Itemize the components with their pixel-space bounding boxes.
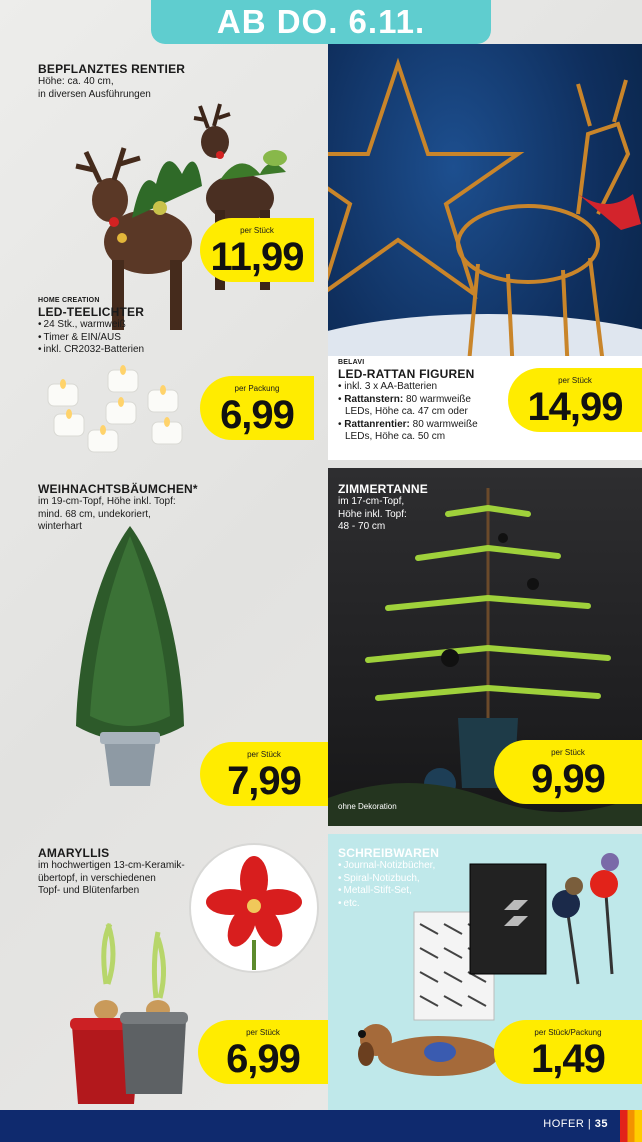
rattan-title: LED-RATTAN FIGUREN xyxy=(338,367,475,381)
rentier-title: BEPFLANZTES RENTIER xyxy=(38,62,186,76)
schreibwaren-bullet: • Journal-Notizbücher, xyxy=(338,860,478,873)
schreibwaren-bullet: • Metall-Stift-Set, xyxy=(338,885,478,898)
panel-zimmertanne xyxy=(328,468,642,826)
rattan-price-unit: per Stück xyxy=(558,376,592,385)
amaryllis-price-badge xyxy=(198,1020,328,1084)
rattan-bullet-2-line2: LEDs, Höhe ca. 47 cm oder xyxy=(345,406,468,417)
footer-brand: HOFER xyxy=(543,1118,585,1130)
amaryllis-flower-image xyxy=(186,840,322,976)
panel-amaryllis xyxy=(0,834,328,1110)
zimmertanne-desc-3: 48 - 70 cm xyxy=(338,521,386,532)
panel-schreibwaren xyxy=(328,834,642,1110)
footer-page-number: 35 xyxy=(594,1118,608,1130)
amaryllis-desc-1: im hochwertigen 13-cm-Keramik- xyxy=(38,860,185,871)
schreibwaren-price-unit: per Stück/Packung xyxy=(534,1028,602,1037)
zimmertanne-desc-2: Höhe inkl. Topf: xyxy=(338,508,407,520)
rattan-bullet-3-bold: Rattanrentier: xyxy=(344,418,410,430)
footer-divider: | xyxy=(587,1118,595,1130)
rattan-bullet-2-bold: Rattanstern: xyxy=(344,393,404,405)
teelichter-price-badge xyxy=(200,376,314,440)
panel-rentier-teelichter xyxy=(0,44,328,464)
rattan-text xyxy=(338,358,508,444)
teelichter-bullet: • 24 Stk., warmweiß xyxy=(38,319,238,332)
zimmertanne-text xyxy=(338,482,488,534)
footer-color-stripe xyxy=(620,1110,642,1142)
baeumchen-desc-1: im 19-cm-Topf, Höhe inkl. Topf: xyxy=(38,496,176,507)
rattan-bullet-1: • inkl. 3 x AA-Batterien xyxy=(338,381,438,392)
footer-bar xyxy=(0,1110,642,1142)
amaryllis-title: AMARYLLIS xyxy=(38,846,110,860)
rentier-desc-1: Höhe: ca. 40 cm, xyxy=(38,76,114,87)
rattan-bullet-2-rest: 80 warmweiße xyxy=(403,393,471,405)
zimmertanne-price-value: 9,99 xyxy=(531,757,605,801)
schreibwaren-title: SCHREIBWAREN xyxy=(338,846,440,860)
zimmertanne-note: ohne Dekoration xyxy=(338,802,397,811)
zimmertanne-title: ZIMMERTANNE xyxy=(338,482,428,496)
teelichter-brand: HOME CREATION xyxy=(38,297,100,304)
teelichter-title: LED-TEELICHTER xyxy=(38,305,145,319)
amaryllis-desc-2: übertopf, in verschiedenen xyxy=(38,872,156,884)
rentier-price-value: 11,99 xyxy=(210,235,304,279)
schreibwaren-bullet: • etc. xyxy=(338,898,478,911)
amaryllis-text xyxy=(38,846,208,898)
baeumchen-desc-2: mind. 68 cm, undekoriert, xyxy=(38,508,151,520)
amaryllis-pots-image xyxy=(66,914,196,1110)
rentier-text xyxy=(38,62,218,101)
rentier-desc-2: in diversen Ausführungen xyxy=(38,88,151,100)
teelichter-bullet: • Timer & EIN/AUS xyxy=(38,332,238,345)
amaryllis-desc-3: Topf- und Blütenfarben xyxy=(38,885,140,896)
baeumchen-price-unit: per Stück xyxy=(247,750,281,759)
rattan-brand: BELAVI xyxy=(338,359,365,366)
rattan-bullet-1-text: inkl. 3 x AA-Batterien xyxy=(344,381,438,392)
schreibwaren-bullet: • Spiral-Notizbuch, xyxy=(338,873,478,886)
baeumchen-title: WEIHNACHTSBÄUMCHEN* xyxy=(38,482,198,496)
teelichter-bullets xyxy=(38,319,238,357)
date-banner: AB DO. 6.11. xyxy=(151,0,491,44)
teelichter-image xyxy=(40,364,200,464)
baeumchen-desc-3: winterhart xyxy=(38,521,82,532)
teelichter-price-value: 6,99 xyxy=(220,393,294,437)
panel-baeumchen xyxy=(0,466,328,830)
rattan-bullet-2: • Rattanstern: 80 warmweiße xyxy=(338,393,471,405)
schreibwaren-price-value: 1,49 xyxy=(531,1037,605,1081)
rattan-star-shape xyxy=(328,64,518,294)
footer-brand-page xyxy=(543,1118,608,1130)
amaryllis-price-value: 6,99 xyxy=(226,1037,300,1081)
teelichter-price-unit: per Packung xyxy=(234,384,280,393)
zimmertanne-desc-1: im 17-cm-Topf, xyxy=(338,496,405,507)
teelichter-text xyxy=(38,296,238,357)
rentier-price-unit: per Stück xyxy=(240,226,274,235)
rattan-bullet-3-line2: LEDs, Höhe ca. 50 cm xyxy=(345,431,446,442)
amaryllis-price-unit: per Stück xyxy=(246,1028,280,1037)
schreibwaren-price-badge xyxy=(494,1020,642,1084)
rattan-bullet-3: • Rattanrentier: 80 warmweiße xyxy=(338,418,478,430)
baeumchen-image xyxy=(70,526,190,786)
rattan-price-value: 14,99 xyxy=(527,385,623,429)
panel-rattan-text xyxy=(328,356,642,460)
baeumchen-price-value: 7,99 xyxy=(227,759,301,803)
teelichter-bullet: • inkl. CR2032-Batterien xyxy=(38,344,238,357)
zimmertanne-price-badge xyxy=(494,740,642,804)
rattan-price-badge xyxy=(508,368,642,432)
rentier-price-badge xyxy=(200,218,314,282)
baeumchen-price-badge xyxy=(200,742,328,806)
zimmertanne-price-unit: per Stück xyxy=(551,748,585,757)
rattan-bullet-3-rest: 80 warmweiße xyxy=(409,418,478,430)
